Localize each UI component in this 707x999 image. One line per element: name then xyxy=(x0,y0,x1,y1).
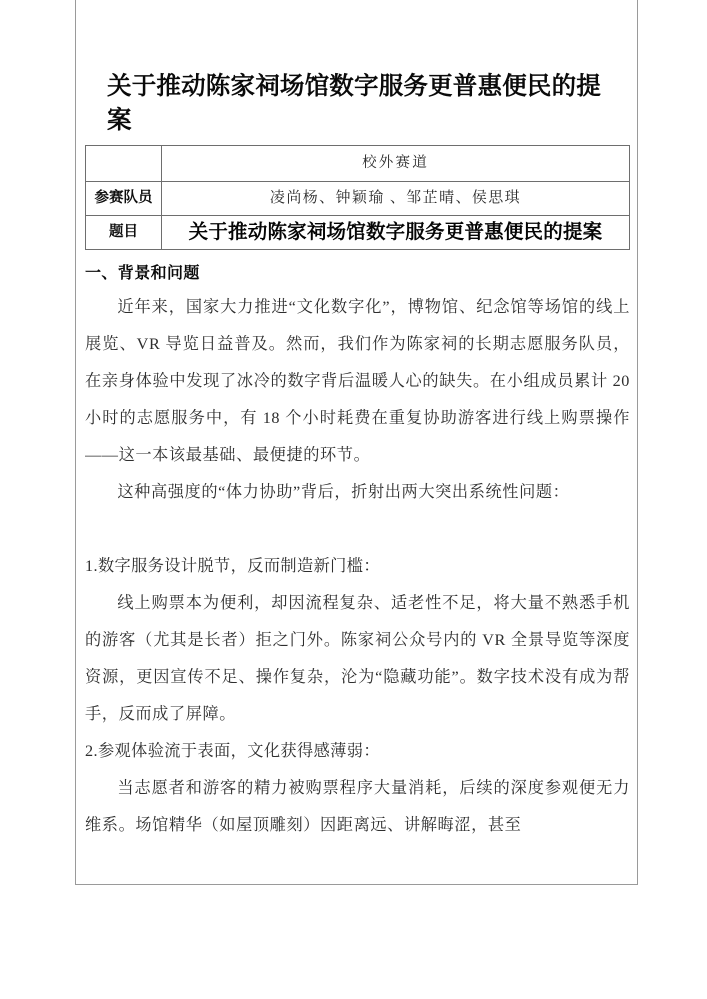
section-heading-background: 一、背景和问题 xyxy=(85,265,200,282)
table-cell-label-track xyxy=(86,146,162,182)
list-item-1-body: 线上购票本为便利，却因流程复杂、适老性不足，将大量不熟悉手机的游客（尤其是长者）拒之门外。陈家祠公众号内的 VR 全景导览等深度资源，更因宣传不足、操作复杂，沦为“隐藏功能”。数字技术没有成为帮手，反而成了屏障。 xyxy=(85,594,630,723)
table-row xyxy=(86,216,630,250)
paragraph-two-problems-lead: 这种高强度的“体力协助”背后，折射出两大突出系统性问题： xyxy=(117,483,570,501)
document-body xyxy=(85,260,630,880)
page-title: 关于推动陈家祠场馆数字服务更普惠便民的提案 xyxy=(107,73,601,134)
list-item-2-body: 当志愿者和游客的精力被购票程序大量消耗，后续的深度参观便无力维系。场馆精华（如屋顶雕刻）因距离远、讲解晦涩，甚至 xyxy=(85,779,630,834)
paragraph-spacer xyxy=(85,511,630,548)
table-cell-value-track: 校外赛道 xyxy=(162,146,630,182)
page-content-area xyxy=(85,70,630,880)
list-item-2-title: 2.参观体验流于表面，文化获得感薄弱： xyxy=(85,742,380,760)
table-cell-label-members: 参赛队员 xyxy=(86,182,162,216)
table-cell-value-members: 凌尚杨、钟颖瑜 、邹芷晴、侯思琪 xyxy=(162,182,630,216)
list-item-1-title: 1.数字服务设计脱节，反而制造新门槛： xyxy=(85,557,380,575)
submission-info-table xyxy=(85,145,630,250)
table-cell-value-subject: 关于推动陈家祠场馆数字服务更普惠便民的提案 xyxy=(162,216,630,250)
table-cell-label-subject: 题目 xyxy=(86,216,162,250)
document-page xyxy=(75,0,638,885)
table-row xyxy=(86,146,630,182)
table-row xyxy=(86,182,630,216)
paragraph-background-intro: 近年来，国家大力推进“文化数字化”，博物馆、纪念馆等场馆的线上展览、VR 导览日益普及。然而，我们作为陈家祠的长期志愿服务队员，在亲身体验中发现了冰冷的数字背后温暖人心的缺失。在小组成员累计 20 小时的志愿服务中，有 18 个小时耗费在重复协助游客进行线上购票操作——这一本该最基础、最便捷的环节。 xyxy=(85,298,630,464)
